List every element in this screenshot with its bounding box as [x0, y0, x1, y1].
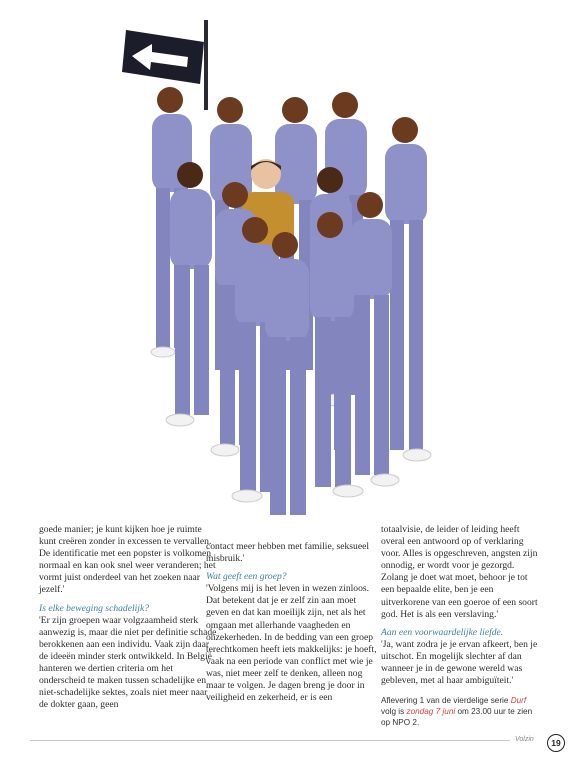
paragraph: 'Volgens mij is het leven in wezen zinloos. Dat betekent dat je er zelf zin aan moet geven en dat kan moeilijk zijn, net als het omgaan met allerhande vaagheden en onzekerheden. In de bedding van een groep terechtkomen heeft iets makkelijks: je hoeft, vaak na een periode van conflict met wie je was, niet meer zelf te denken, alleen nog maar te volgen. Je dagen breng je door in veiligheid en zekerheid, er is een [206, 583, 377, 704]
footer-divider [30, 740, 510, 741]
paragraph: totaalvisie, de leider of leiding heeft overal een antwoord op of verklaring voor. Alles is opgeschreven, angsten zijn onnodig, er wordt voor je gezorgd. Zolang je doet wat moet, behoor je tot een bepaalde elite, ben je een uitverkorene van een goeroe of een soort god. Het is als een verslaving.' [381, 524, 538, 620]
paragraph: 'Er zijn groepen waar volgzaamheid sterk aanwezig is, maar die niet per definitie schade berokkenen aan een individu. Vaak zijn daar de ideeën minder sterk ontwikkeld. In België hanteren we dertien criteria om het onderscheid te maken tussen schadelijke en niet-schadelijke sektes, zoals niet meer naar de dokter gaan, geen [39, 614, 217, 711]
paragraph: contact meer hebben met familie, seksueel misbruik.' [206, 541, 370, 565]
broadcast-credit [381, 695, 541, 728]
interview-question: Wat geeft een groep? [206, 571, 287, 583]
interview-question: Aan een voorwaardelijke liefde. [381, 626, 504, 638]
crowd-figures [151, 87, 431, 515]
broadcast-date: zondag 7 juni [406, 707, 456, 717]
series-name: Durf [510, 696, 527, 706]
crowd-illustration [110, 20, 470, 515]
interview-question: Is elke beweging schadelijk? [39, 602, 150, 614]
paragraph: 'Ja, want zodra je je ervan afkeert, ben je uitschot. En mogelijk slechter af dan wanneer je in de gewone wereld was gebleven, met al haar ambiguïteit.' [381, 638, 538, 687]
page-number: 19 [547, 734, 565, 752]
credit-text: Aflevering 1 van de vierdelige serie [381, 696, 511, 706]
article-column-1 [39, 524, 217, 711]
magazine-name: Volzin [515, 736, 534, 743]
credit-text: volg is [381, 707, 407, 717]
article-column-3 [381, 524, 541, 728]
article-column-2 [206, 541, 378, 704]
credit-text: om 23.00 uur te zien op NPO 2. [381, 707, 533, 728]
paragraph: goede manier; je kunt kijken hoe je ruimte kunt creëren zonder in excessen te vervallen. De identificatie met een popster is volkomen normaal en kan ook snel weer veranderen; het vormt juist onderdeel van het zoeken naar jezelf.' [39, 524, 216, 596]
